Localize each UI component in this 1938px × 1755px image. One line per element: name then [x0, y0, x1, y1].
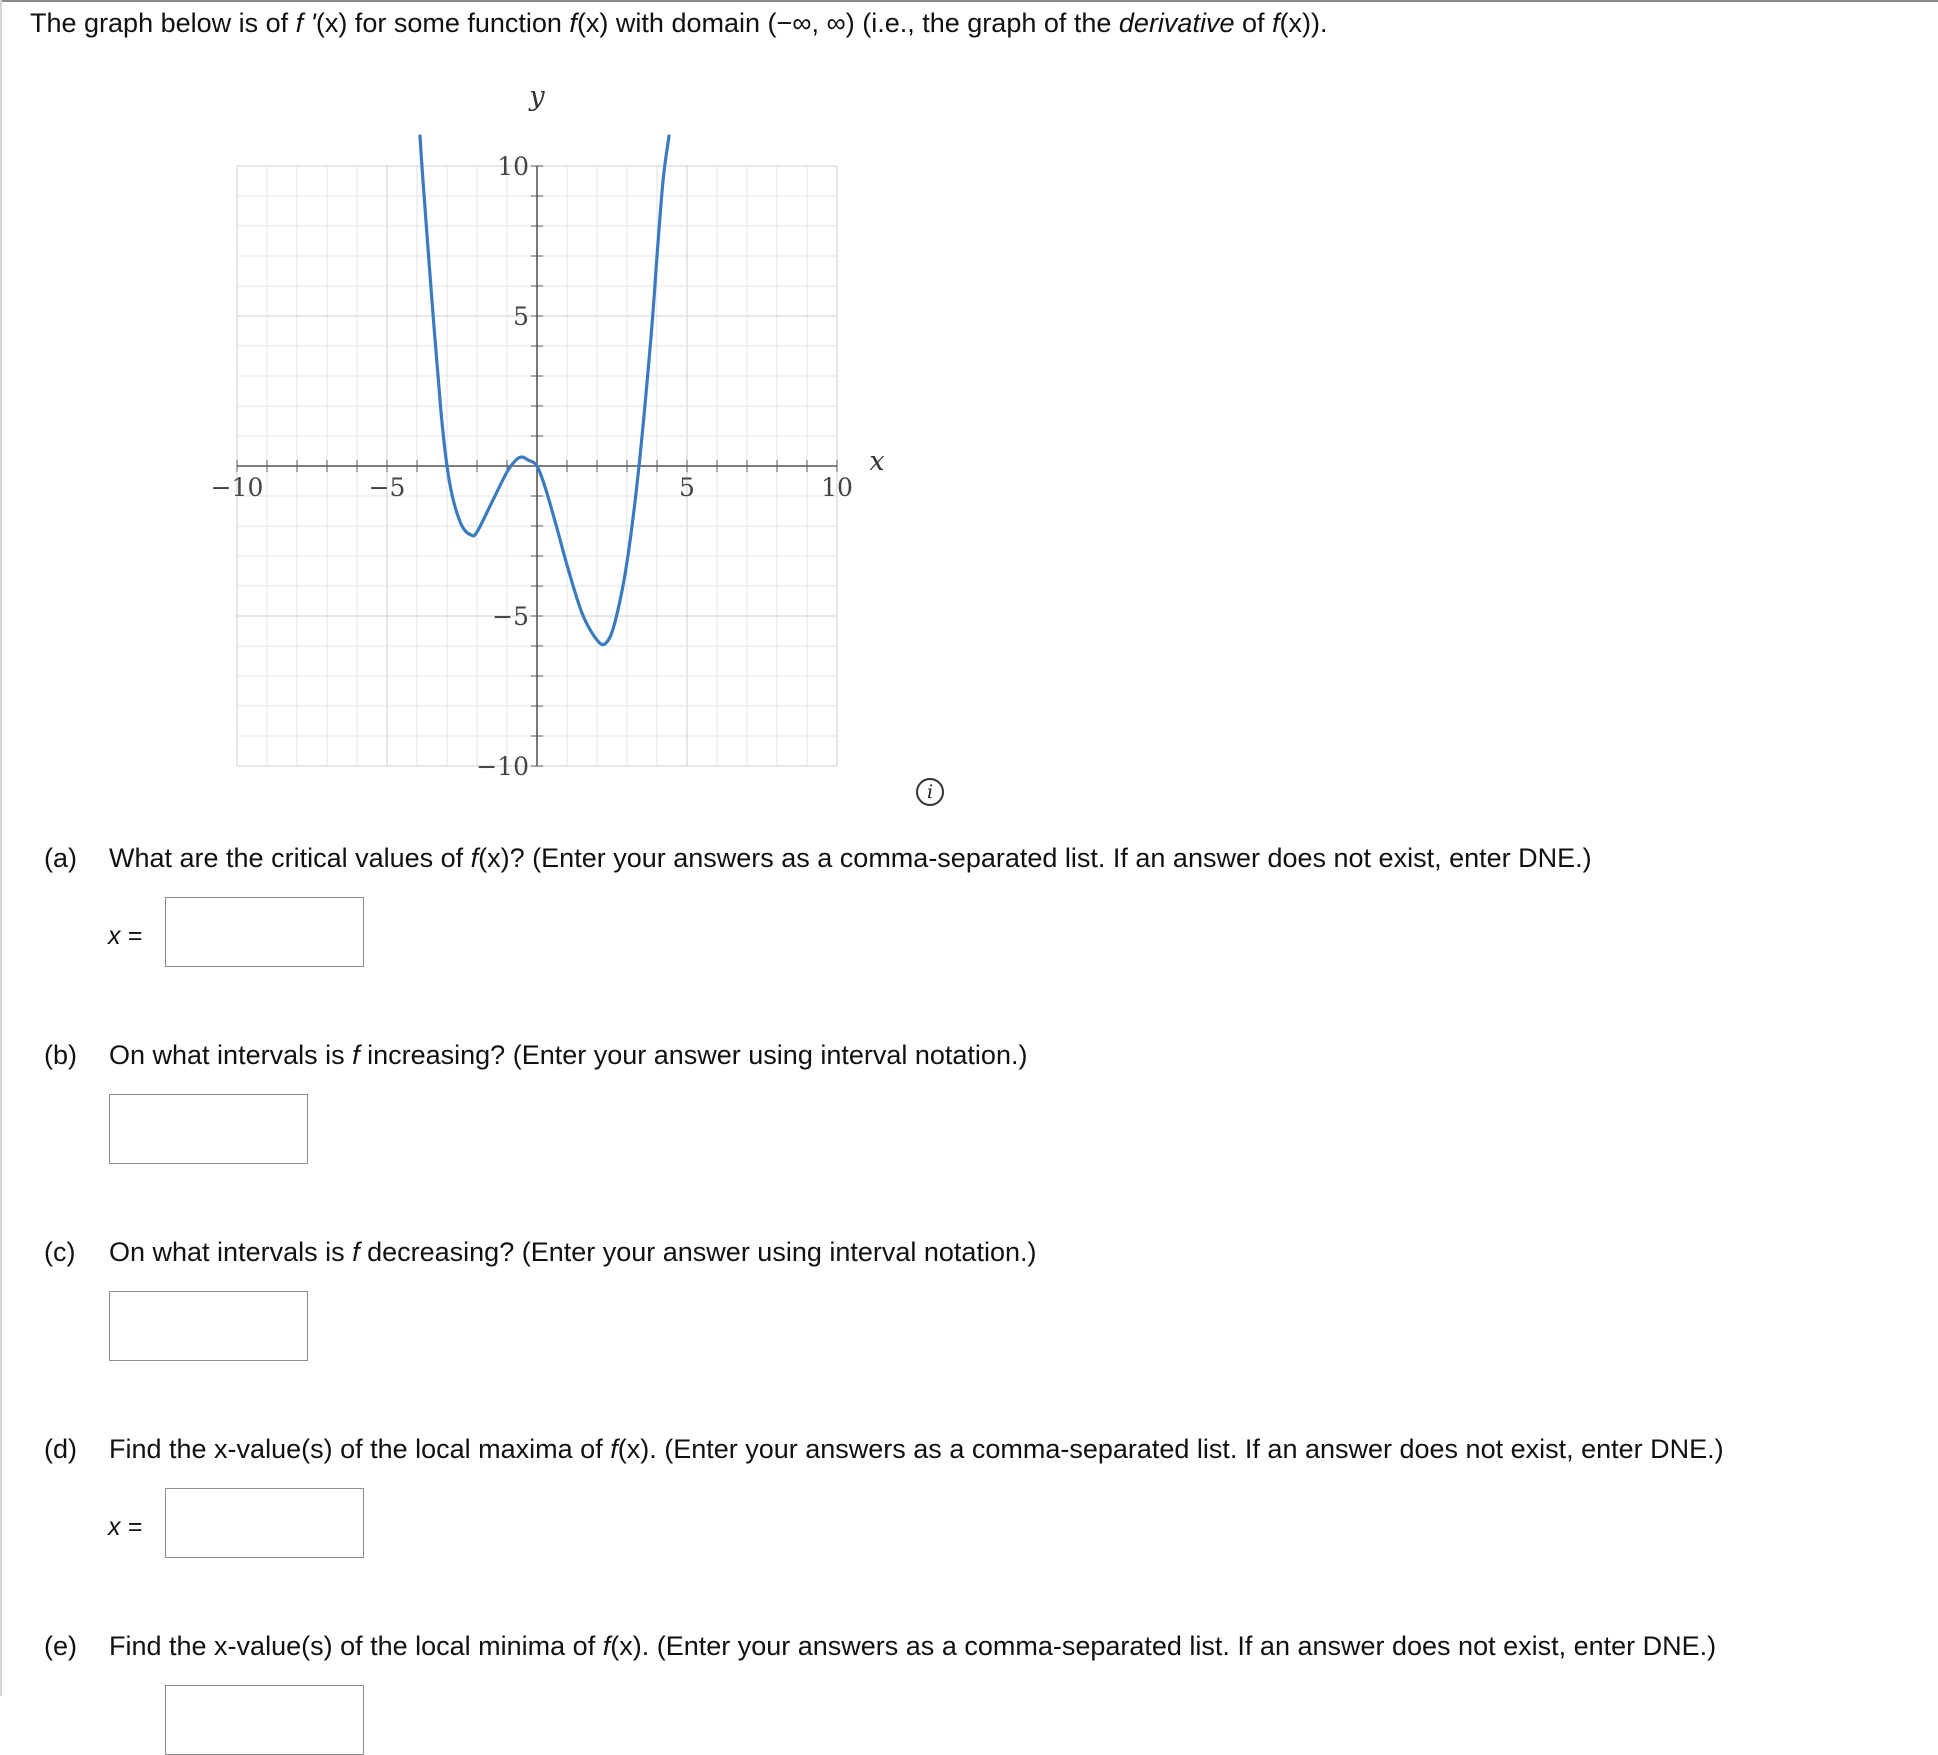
answer-c-input[interactable]	[109, 1291, 308, 1361]
x-tick-label: −5	[368, 473, 406, 502]
y-tick-label: 10	[497, 152, 529, 181]
y-axis-label: y	[529, 81, 545, 112]
question-a: (a) What are the critical values of f(x)? (Enter your answers as a comma-separated list. If an answer does not exist, enter DNE.)	[44, 843, 1592, 873]
y-tick-label: −10	[476, 752, 529, 781]
question-b: (b) On what intervals is f increasing? (Enter your answer using interval notation.)	[44, 1040, 1028, 1070]
answer-d-prefix: x =	[108, 1513, 143, 1541]
x-tick-label: 5	[679, 473, 695, 502]
derivative-curve	[420, 136, 669, 645]
y-tick-label: 5	[513, 302, 529, 331]
info-icon[interactable]: i	[916, 778, 944, 806]
question-e: (e) Find the x-value(s) of the local minima of f(x). (Enter your answers as a comma-separated list. If an answer does not exist, enter DNE.)	[44, 1631, 1717, 1661]
x-tick-label: 10	[821, 473, 853, 502]
answer-a-prefix: x =	[108, 922, 143, 950]
x-tick-label: −10	[210, 473, 264, 502]
answer-b-input[interactable]	[109, 1094, 308, 1164]
answer-d-input[interactable]	[165, 1488, 364, 1558]
x-axis-label: x	[869, 446, 885, 477]
problem-intro: The graph below is of f '(x) for some function f(x) with domain (−∞, ∞) (i.e., the graph of the derivative of f(x)).	[30, 8, 1328, 38]
question-d: (d) Find the x-value(s) of the local maxima of f(x). (Enter your answers as a comma-separated list. If an answer does not exist, enter DNE.)	[44, 1434, 1724, 1464]
y-tick-label: −5	[492, 602, 529, 631]
answer-a-input[interactable]	[165, 897, 364, 967]
question-c: (c) On what intervals is f decreasing? (Enter your answer using interval notation.)	[44, 1237, 1037, 1267]
derivative-graph	[180, 80, 920, 820]
top-border	[0, 0, 1938, 2]
left-border	[0, 0, 2, 1696]
